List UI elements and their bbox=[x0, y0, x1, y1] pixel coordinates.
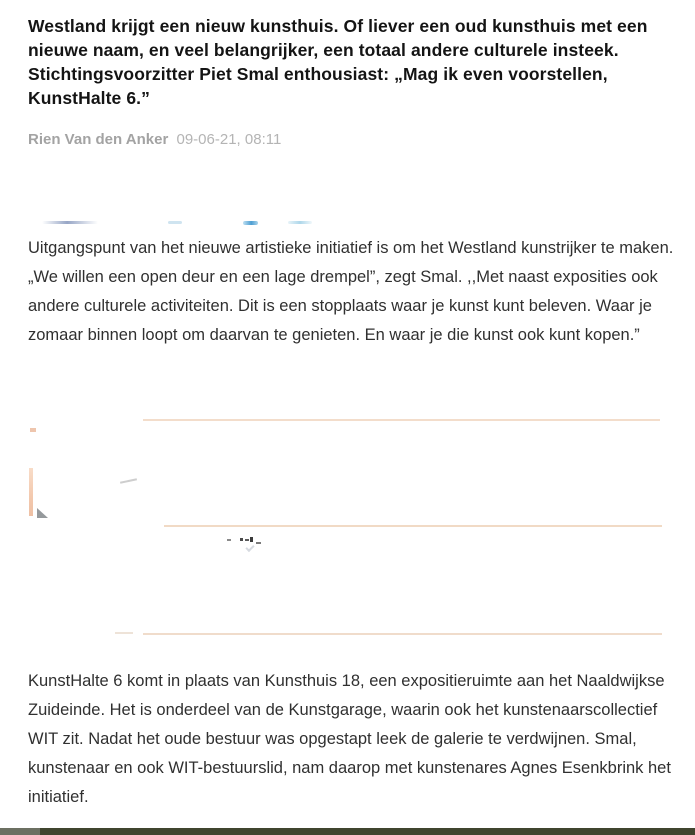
image-fragment-gray-wedge bbox=[37, 508, 48, 518]
article-image-unloaded bbox=[0, 410, 695, 660]
article-paragraph-1: Uitgangspunt van het nieuwe artistieke initiatief is om het Westland kunstrijker te maken. „We willen een open deur en een lage drempel”, zegt Smal. ,,Met naast exposities ook andere culturele activiteiten. Dit is een stopplaats waar je kunst kunt beleven. Waar je zomaar binnen loopt om daarvan te genieten. En waar je die kunst ook kunt kopen.” bbox=[28, 239, 674, 344]
caption-remnant-glyph-4 bbox=[256, 542, 261, 544]
caption-remnant-glyph-2 bbox=[245, 539, 249, 541]
article-byline bbox=[28, 131, 281, 148]
image-edge-line-bottom-short bbox=[115, 632, 133, 634]
caption-remnant-dash bbox=[227, 539, 231, 541]
share-button-remnant-3[interactable] bbox=[243, 221, 258, 225]
bottom-cutoff-bar bbox=[0, 828, 695, 835]
share-button-remnant-2[interactable] bbox=[168, 221, 182, 224]
caption-remnant-glyph-3 bbox=[250, 537, 253, 542]
share-bar-remnant bbox=[0, 218, 695, 228]
image-fragment-peach-strip bbox=[29, 468, 33, 516]
image-fragment-gray-diagonal bbox=[120, 478, 137, 483]
caption-remnant-glyph-1 bbox=[240, 538, 243, 541]
article-headline: Westland krijgt een nieuw kunsthuis. Of liever een oud kunsthuis met een nieuwe naam, en veel belangrijker, een totaal andere culturele insteek. Stichtingsvoorzitter Piet Smal enthousiast: „Mag ik even voorstellen, KunstHalte 6.” bbox=[28, 16, 648, 108]
image-fragment-peach-mark bbox=[30, 428, 36, 432]
chevron-down-icon bbox=[245, 543, 254, 552]
author-name: Rien Van den Anker bbox=[28, 131, 169, 148]
publish-timestamp: 09-06-21, 08:11 bbox=[176, 131, 282, 148]
image-edge-line-bottom bbox=[143, 633, 662, 635]
image-edge-line-top bbox=[143, 419, 660, 421]
bottom-cutoff-bar-left-segment bbox=[0, 828, 40, 835]
image-edge-line-middle bbox=[164, 525, 662, 527]
article-paragraph-2: KunstHalte 6 komt in plaats van Kunsthuis 18, een expositieruimte aan het Naaldwijkse Zuideinde. Het is onderdeel van de Kunstgarage, waarin ook het kunstenaarscollectief WIT zit. Nadat het oude bestuur was opgestapt leek de galerie te verdwijnen. Smal, kunstenaar en ook WIT-bestuurslid, nam daarop met kunstenares Agnes Esenkbrink het initiatief. bbox=[28, 672, 671, 806]
share-button-remnant-4[interactable] bbox=[288, 221, 312, 224]
share-button-remnant-1[interactable] bbox=[42, 221, 98, 224]
